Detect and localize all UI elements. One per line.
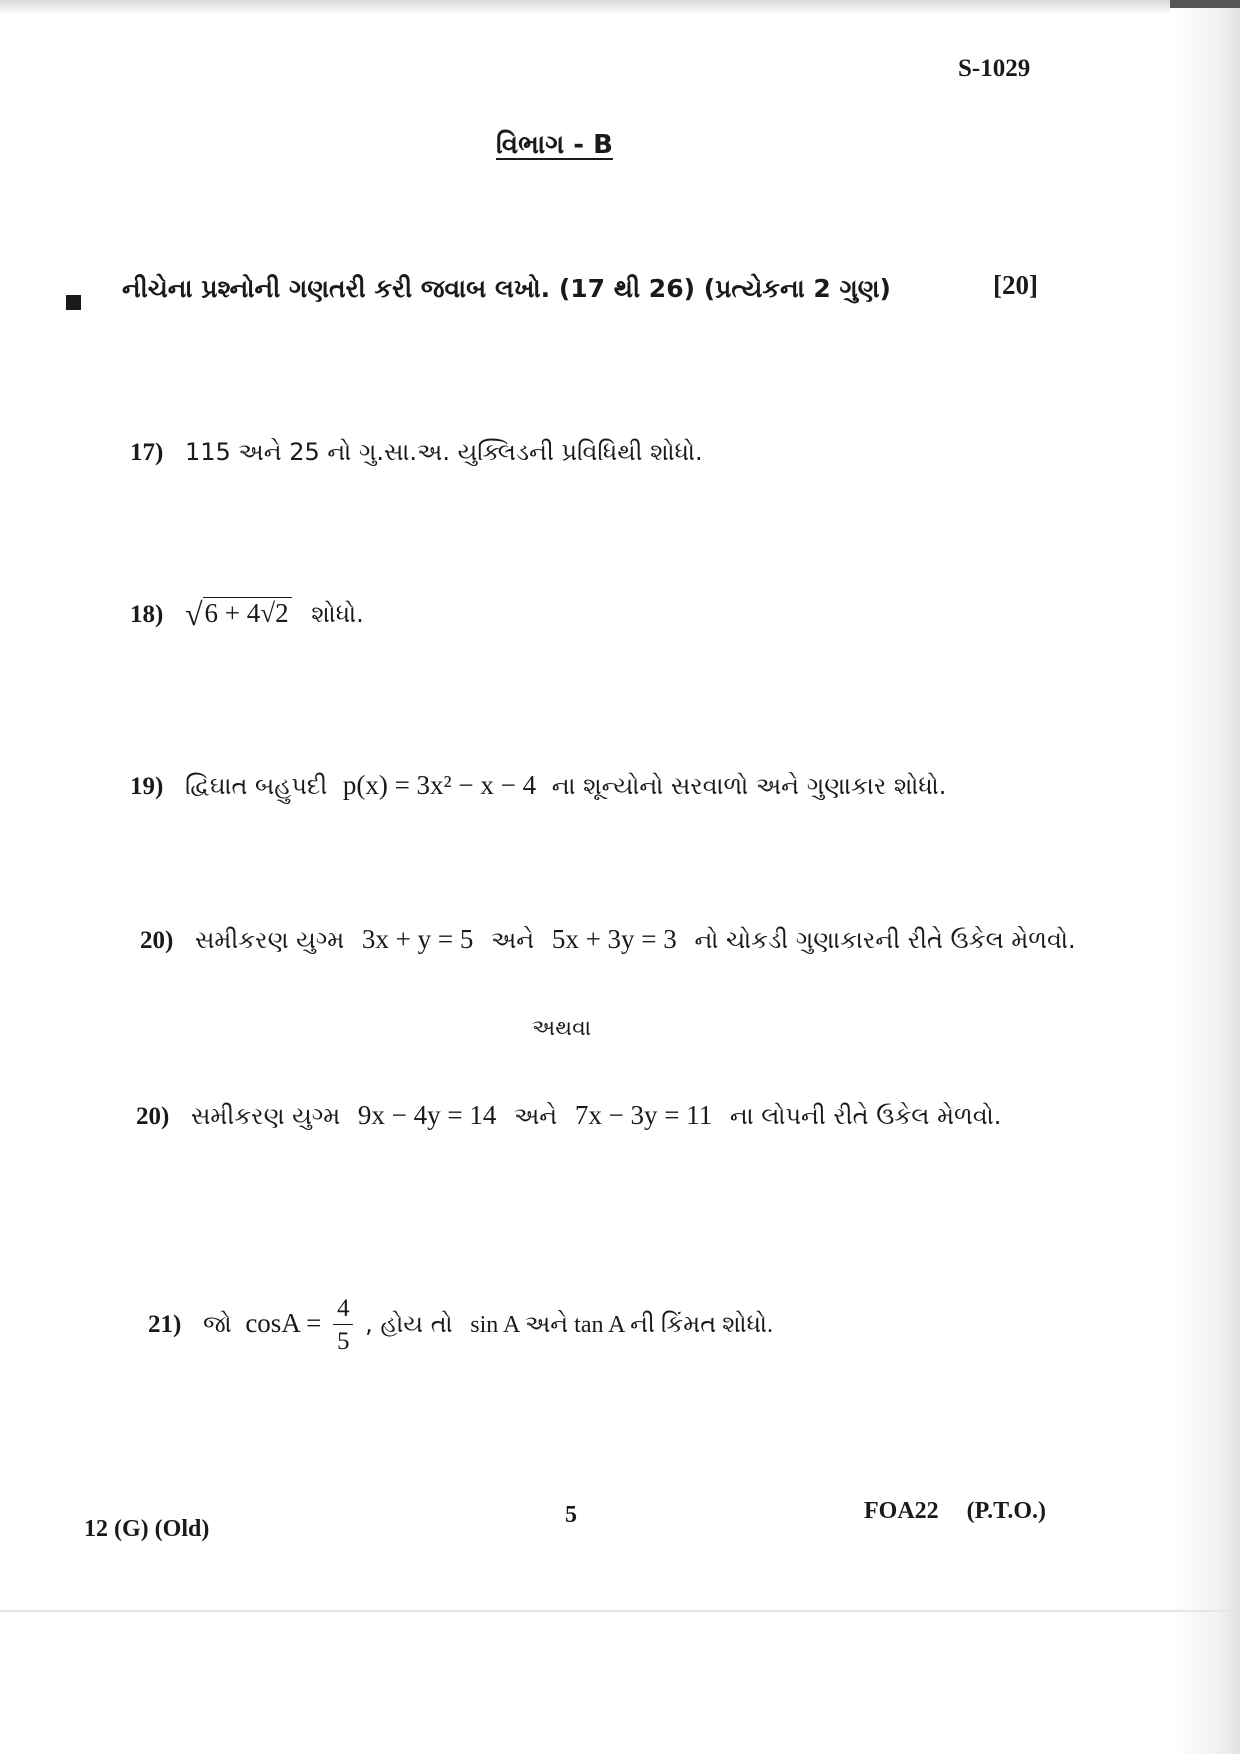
question-text: શોધો.: [311, 599, 364, 628]
polynomial-expression: p(x) = 3x² − x − 4: [342, 770, 537, 800]
connector: અને: [513, 1102, 558, 1130]
radicand: 6 + 4√2: [203, 597, 292, 628]
page-number: 5: [565, 1502, 577, 1528]
fraction-numerator: 4: [333, 1296, 354, 1325]
question-number: 21): [148, 1311, 182, 1338]
section-marks: [20]: [993, 270, 1038, 300]
question-20: [140, 924, 1076, 955]
connector: અને: [490, 926, 535, 954]
scan-edge-right: [1170, 0, 1240, 1754]
square-root-expression: √6 + 4√2: [185, 596, 292, 633]
footer-right: [864, 1498, 1046, 1525]
footer-pto: (P.T.O.): [966, 1498, 1047, 1524]
question-prefix: જો: [202, 1310, 232, 1338]
question-19: [130, 770, 946, 801]
scan-edge-top: [0, 0, 1240, 14]
or-separator: અથવા: [532, 1016, 592, 1041]
cos-lhs: cosA =: [245, 1308, 322, 1338]
square-bullet-icon: [66, 295, 81, 310]
question-21: [148, 1296, 773, 1354]
question-prefix: સમીકરણ યુગ્મ: [190, 1102, 341, 1130]
question-20-alternative: [136, 1100, 1001, 1131]
question-17: [130, 438, 703, 467]
question-suffix: ના લોપની રીતે ઉકેલ મેળવો.: [729, 1102, 1002, 1130]
fraction-denominator: 5: [336, 1328, 350, 1355]
question-text: 115 અને 25 નો ગુ.સા.અ. યુક્લિડની પ્રવિધિથી શોધો.: [184, 438, 703, 466]
question-number: 18): [130, 600, 164, 628]
equation-1: 9x − 4y = 14: [357, 1100, 497, 1130]
equation-2: 5x + 3y = 3: [551, 924, 677, 954]
question-prefix: દ્વિઘાત બહુપદી: [184, 772, 328, 800]
equation-2: 7x − 3y = 11: [574, 1100, 713, 1130]
section-title: વિભાગ - B: [496, 130, 613, 160]
paper-code: S-1029: [958, 55, 1031, 82]
footer-course: 12 (G) (Old): [84, 1516, 210, 1542]
question-suffix: નો ચોકડી ગુણાકારની રીતે ઉકેલ મેળવો.: [694, 926, 1076, 954]
scan-bottom-line: [0, 1610, 1240, 1612]
question-number: 19): [130, 773, 164, 800]
footer-code: FOA22: [864, 1498, 939, 1524]
question-suffix: ના શૂન્યોનો સરવાળો અને ગુણાકાર શોધો.: [551, 772, 947, 800]
question-rest: sin A અને tan A ની કિંમત શોધો.: [470, 1312, 774, 1338]
instruction-text: નીચેના પ્રશ્નોની ગણતરી કરી જવાબ લખો. (17 થી 26) (પ્રત્યેકના 2 ગુણ): [122, 274, 891, 303]
fraction: [333, 1296, 354, 1354]
question-number: 17): [130, 439, 164, 466]
scan-corner-shadow: [1170, 0, 1240, 8]
question-number: 20): [136, 1103, 170, 1130]
question-prefix: સમીકરણ યુગ્મ: [194, 926, 345, 954]
question-number: 20): [140, 927, 174, 954]
question-middle: , હોય તો: [365, 1310, 453, 1338]
equation-1: 3x + y = 5: [361, 924, 474, 954]
question-18: [130, 596, 364, 633]
